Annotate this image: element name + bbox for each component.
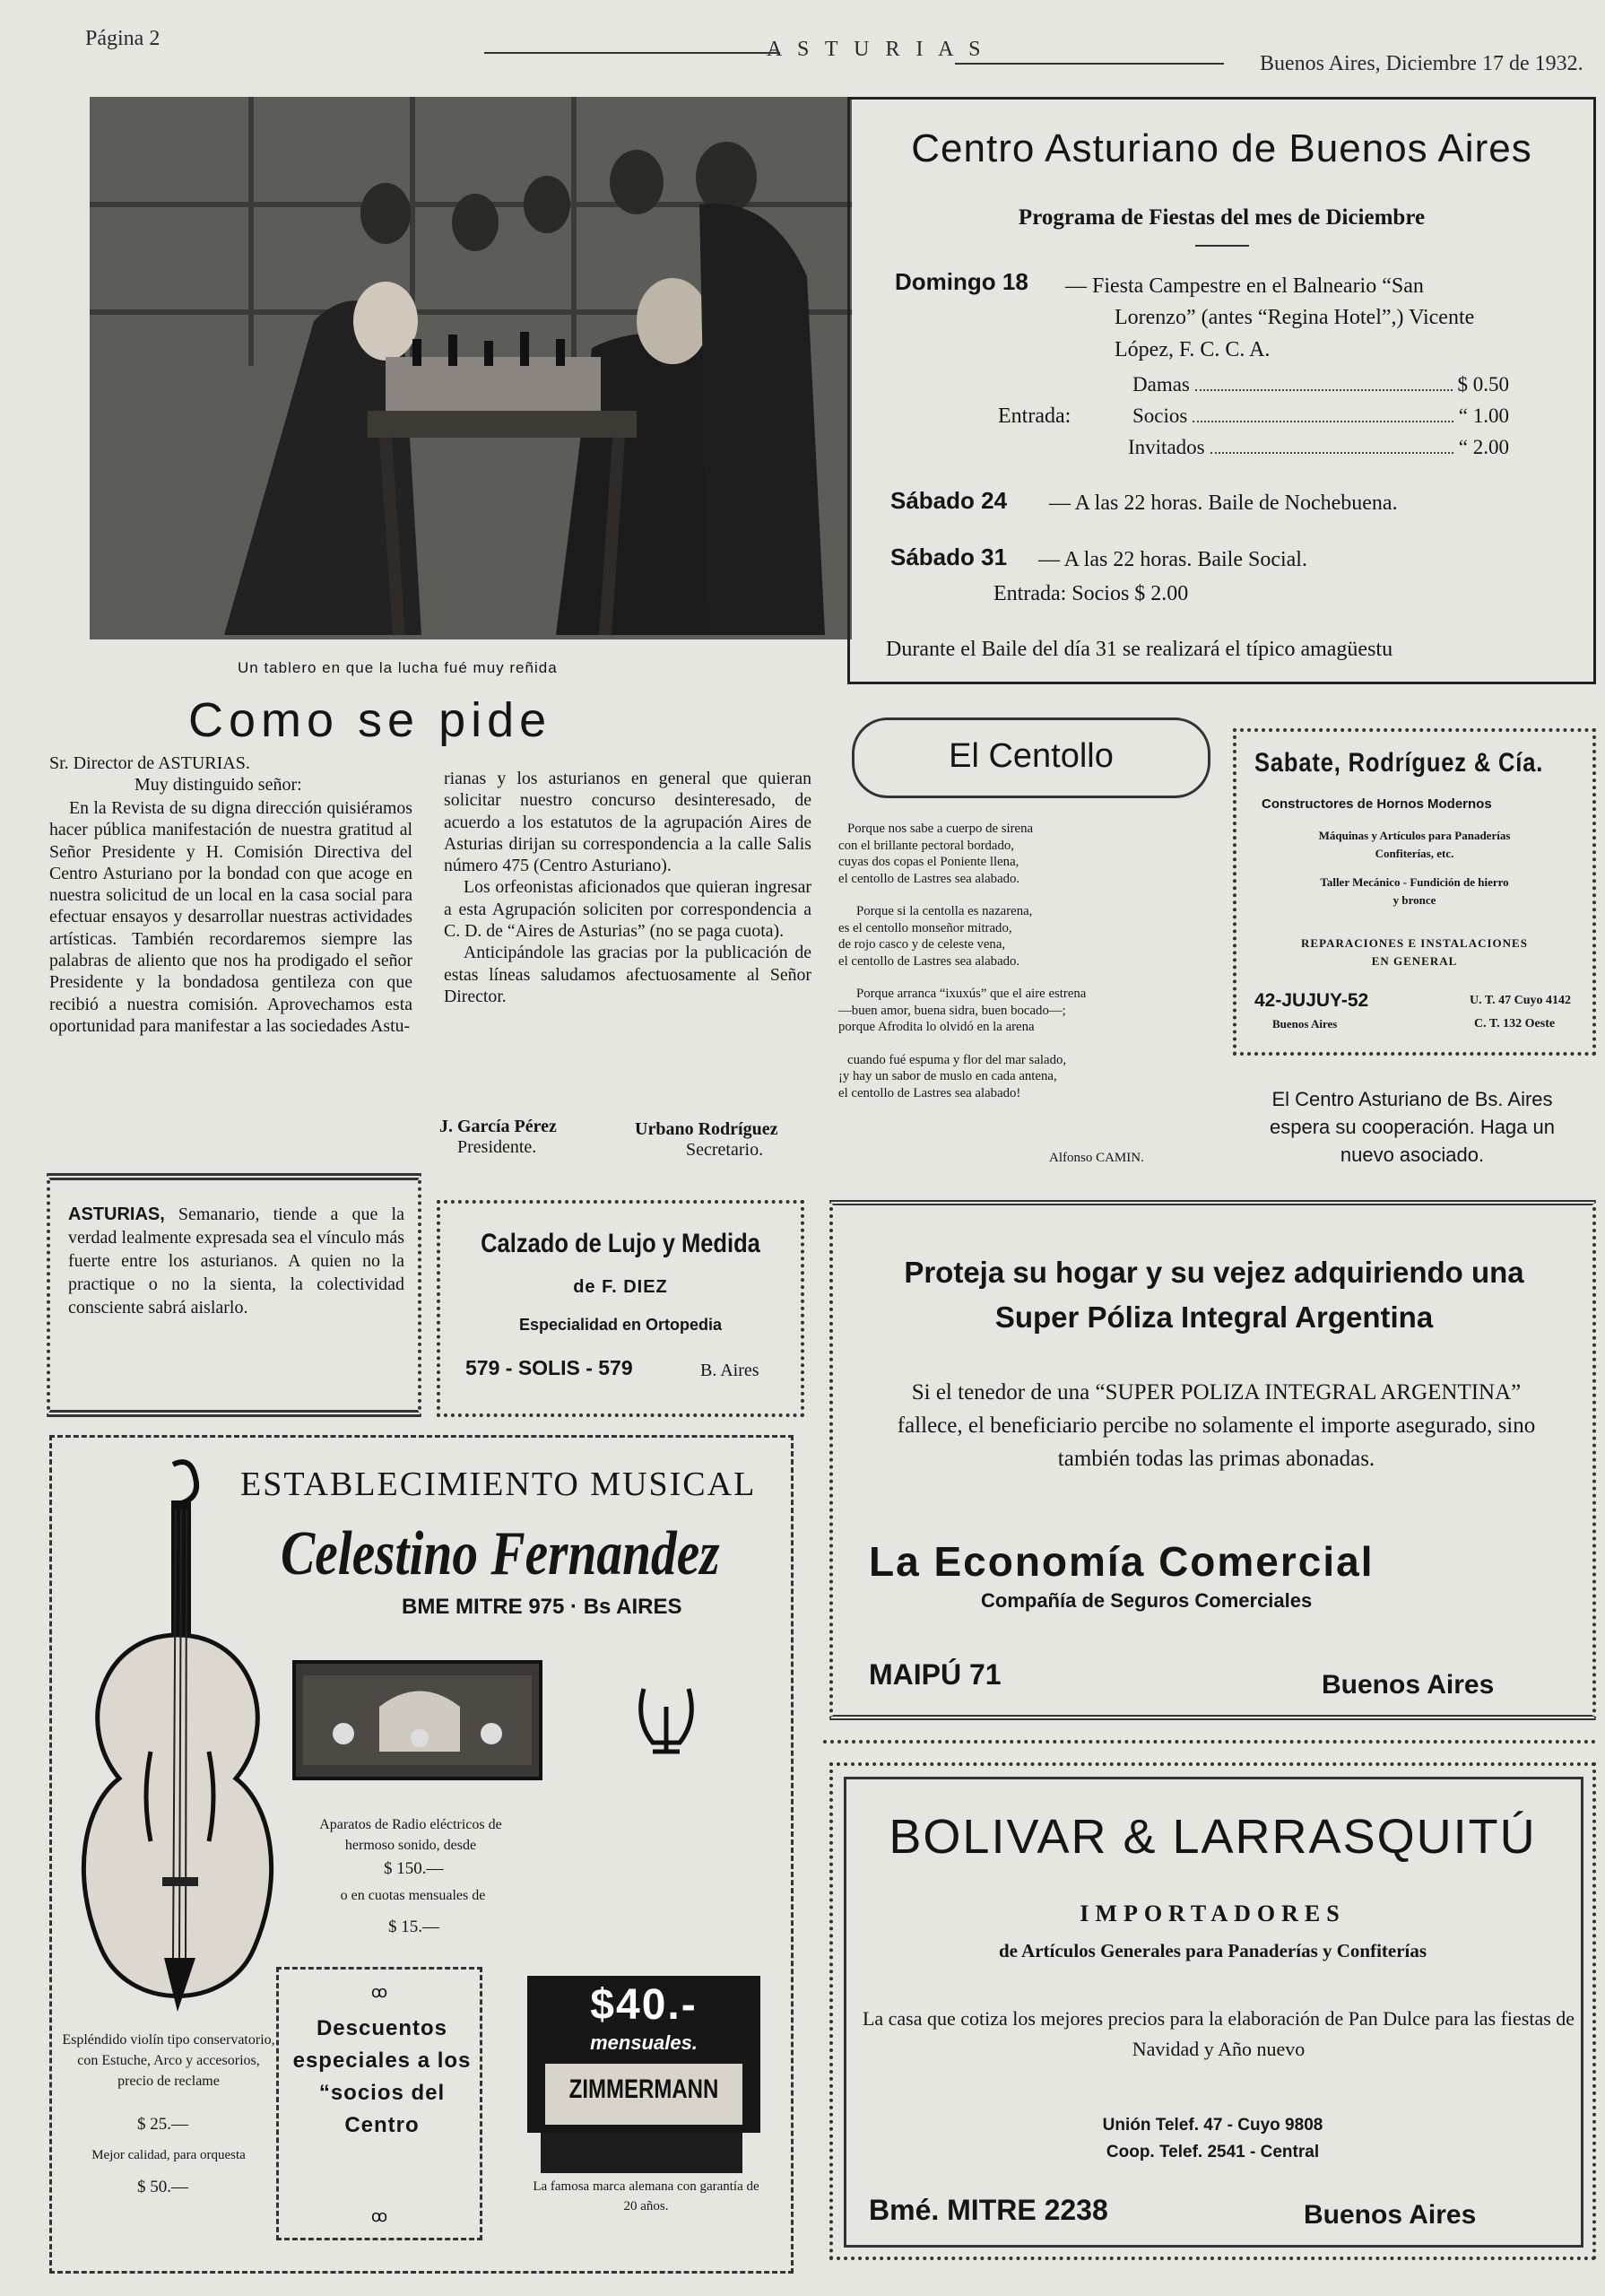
asturias-weekly-text: [68, 1203, 404, 1319]
domingo-18-label: Domingo 18: [895, 268, 1028, 295]
calzado-city: B. Aires: [700, 1361, 759, 1380]
letter-paragraph: Los orfeonistas aficionados que quieran ingresar a esta Agrupación soliciten por correspondencia a C. D. de “Aires de Asturias” (no se paga cuota).: [444, 877, 811, 942]
musical-ad: [49, 1435, 794, 2274]
insurance-city: Buenos Aires: [1322, 1670, 1495, 1700]
sabate-line: EN GENERAL: [1371, 954, 1458, 968]
poem-line: con el brillante pectoral bordado,: [838, 838, 1014, 853]
bolivar-articles: de Artículos Generales para Panaderías y Confiterías: [998, 1940, 1427, 1961]
sabate-city: Buenos Aires: [1272, 1017, 1338, 1031]
signature-president-name: J. García Pérez: [439, 1117, 557, 1136]
calzado-title: Calzado de Lujo y Medida: [481, 1229, 760, 1258]
sabate-line: Confiterías, etc.: [1375, 847, 1454, 860]
poem-line: cuando fué espuma y flor del mar salado,: [847, 1052, 1067, 1067]
poem-stanza: [838, 903, 1224, 970]
sabado-31-text: — A las 22 horas. Baile Social.: [1038, 548, 1307, 571]
fee-row: [1128, 436, 1509, 459]
issue-date: Buenos Aires, Diciembre 17 de 1932.: [1260, 52, 1583, 75]
poem-line: es el centollo monseñor mitrado,: [838, 920, 1012, 935]
poem-line: —buen amor, buena sidra, buen bocado—;: [838, 1003, 1066, 1018]
domingo-18-line2: Lorenzo” (antes “Regina Hotel”,) Vicente: [1115, 306, 1475, 329]
fee-name: Damas: [1132, 373, 1190, 396]
poem-line: Porque nos sabe a cuerpo de sirena: [847, 822, 1034, 836]
violin-price: $ 25.—: [137, 2115, 188, 2134]
signature-president-role: Presidente.: [457, 1137, 537, 1157]
sabate-line: Taller Mecánico - Fundición de hierro: [1320, 875, 1509, 889]
discount-ornament-bottom: ꝏ: [370, 2207, 388, 2225]
sabado-24-label: Sábado 24: [890, 487, 1008, 514]
chess-photo-image: [90, 97, 852, 639]
fee-price: $ 0.50: [1457, 373, 1509, 396]
piano-brand: ZIMMERMANN: [568, 2074, 719, 2104]
orchestra-quality: Mejor calidad, para orquesta: [91, 2148, 246, 2162]
musical-brand: Celestino Fernandez: [281, 1519, 720, 1588]
cooperation-line: nuevo asociado.: [1340, 1144, 1485, 1166]
musical-address: BME MITRE 975 · Bs AIRES: [402, 1595, 682, 1619]
letter-greeting: Muy distinguido señor:: [134, 775, 302, 795]
poem-line: cuyas dos copas el Poniente llena,: [838, 855, 1019, 869]
letter-paragraph: rianas y los asturianos en general que quieran solicitar nuestro concurso desinteresado, de acuerdo a los estatutos de la agrupación Aires de Asturias dirijan su correspondencia a la calle Salis número 475 (Centro Asturiano).: [444, 769, 811, 876]
installment-note: o en cuotas mensuales de: [340, 1888, 486, 1903]
sabate-phone: C. T. 132 Oeste: [1474, 1017, 1556, 1031]
poem-line: el centollo de Lastres sea alabado.: [838, 953, 1020, 969]
calzado-ad: [437, 1200, 804, 1417]
bolivar-importers: IMPORTADORES: [1080, 1900, 1346, 1926]
entrada-label: Entrada:: [998, 404, 1071, 428]
discount-box: [276, 1967, 482, 2240]
sabate-line: Máquinas y Artículos para Panaderías: [1318, 829, 1511, 842]
sabate-phone: U. T. 47 Cuyo 4142: [1470, 994, 1572, 1007]
amaguestu-note: Durante el Baile del día 31 se realizará el típico amagüestu: [886, 638, 1393, 661]
signature-secretary-name: Urbano Rodríguez: [635, 1119, 778, 1139]
fee-price: “ 2.00: [1458, 436, 1509, 458]
piano-illustration: [527, 1976, 760, 2133]
radio-description: Aparatos de Radio eléctricos de hermoso sonido, desde: [319, 1817, 502, 1853]
insurance-text: Si el tenedor de una “SUPER POLIZA INTEGRAL ARGENTINA” fallece, el beneficiario percibe no solamente el importe asegurado, sino también todas las primas abonadas.: [897, 1380, 1536, 1471]
header-rule-left: [484, 52, 780, 54]
sabado-31-entrada: Entrada: Socios $ 2.00: [993, 582, 1189, 605]
radio-price: $ 150.—: [384, 1859, 444, 1878]
poem-line: porque Afrodita lo olvidó en la arena: [838, 1020, 1035, 1034]
page-number: Página 2: [85, 27, 160, 50]
masthead-title: A S T U R I A S: [767, 38, 986, 61]
insurance-ad: [829, 1200, 1596, 1720]
fee-row: [1132, 373, 1509, 396]
insurance-company: La Economía Comercial: [869, 1538, 1375, 1585]
bolivar-phone: Unión Telef. 47 - Cuyo 9808: [1102, 2116, 1323, 2135]
centollo-poem: [838, 821, 1224, 1101]
bolivar-address: Bmé. MITRE 2238: [869, 2194, 1108, 2226]
lyre-ornament-icon: [626, 1680, 707, 1761]
asturias-weekly-ad: [47, 1173, 421, 1417]
centollo-title: El Centollo: [949, 737, 1114, 775]
bolivar-title: BOLIVAR & LARRASQUITÚ: [889, 1810, 1537, 1864]
cooperation-line: El Centro Asturiano de Bs. Aires: [1271, 1088, 1553, 1110]
letter-addressee: Sr. Director de ASTURIAS.: [49, 753, 250, 773]
sabate-line: y bronce: [1392, 893, 1436, 907]
sabado-31-label: Sábado 31: [890, 544, 1008, 570]
piano-installment: mensuales.: [590, 2031, 698, 2054]
asturias-weekly-body: Semanario, tiende a que la verdad lealmente expresada sea el vínculo más fuerte entre los asturianos. A quien no la practique o no la sienta, la colectividad consciente sabrá aislarlo.: [68, 1205, 404, 1318]
sabate-line: Constructores de Hornos Modernos: [1262, 796, 1492, 812]
header-rule-right: [955, 63, 1224, 65]
poem-stanza: [838, 821, 1224, 887]
poem-line: el centollo de Lastres sea alabado.: [838, 871, 1020, 886]
chess-photo: [90, 97, 852, 639]
divider: [823, 1740, 1596, 1747]
poem-author: Alfonso CAMIN.: [1049, 1151, 1144, 1165]
fee-row: [1132, 404, 1509, 428]
bolivar-phone: Coop. Telef. 2541 - Central: [1106, 2143, 1320, 2161]
insurance-headline: Proteja su hogar y su vejez adquiriendo una Super Póliza Integral Argentina: [904, 1256, 1524, 1334]
musical-title: ESTABLECIMIENTO MUSICAL: [240, 1465, 757, 1503]
calzado-specialty: Especialidad en Ortopedia: [518, 1316, 723, 1334]
poem-line: Porque arranca “ixuxús” que el aire estrena: [856, 987, 1087, 1001]
poem-line: ¡y hay un sabor de muslo en cada antena,: [838, 1069, 1057, 1083]
letter-column-2: [444, 768, 811, 1007]
domingo-18-line1: — Fiesta Campestre en el Balneario “San: [1065, 274, 1424, 298]
letter-paragraph: Anticipándole las gracias por la publicación de estas líneas saludamos afectuosamente al Señor Director.: [444, 943, 811, 1006]
cooperation-line: espera su cooperación. Haga un: [1270, 1116, 1555, 1138]
signature-secretary-role: Secretario.: [686, 1140, 764, 1160]
calzado-address: 579 - SOLIS - 579: [465, 1356, 633, 1379]
fee-price: “ 1.00: [1458, 404, 1509, 427]
sabate-line: REPARACIONES E INSTALACIONES: [1301, 936, 1528, 950]
domingo-18-line3: López, F. C. C. A.: [1115, 338, 1271, 361]
sabate-ad: [1233, 728, 1596, 1056]
discount-ornament-top: ꝏ: [370, 1983, 388, 2001]
letter-column-1: En la Revista de su digna dirección quisiéramos hacer pública manifestación de nuestra gratitud al Señor Presidente y H. Comisión Directiva del Centro Asturiano por la bondad con que acoge en nuestra solicitud de un local en la casa social para efectuar ensayos y desarrollar nuestras actividades artísticas. También recordaremos siempre las palabras de aliento que nos ha prodigado el señor Presidente y la bondadosa gentileza con que recibió a nuestra comisión. Aprovechamos esta oportunidad para manifestar a las sociedades Astu-: [49, 798, 412, 1036]
calzado-maker: de F. DIEZ: [573, 1277, 668, 1297]
sabado-24-text: — A las 22 horas. Baile de Nochebuena.: [1049, 491, 1398, 515]
poem-stanza: [838, 986, 1224, 1036]
centro-title: Centro Asturiano de Buenos Aires: [911, 126, 1532, 170]
article-title: Como se pide: [188, 693, 552, 747]
sabate-address: 42-JUJUY-52: [1254, 990, 1369, 1011]
bolivar-text: La casa que cotiza los mejores precios para la elaboración de Pan Dulce para las fiestas de Navidad y Año nuevo: [862, 2007, 1575, 2060]
subtitle-ornament: [1195, 245, 1249, 247]
poem-stanza: [838, 1052, 1224, 1102]
sabate-name: Sabate, Rodríguez & Cía.: [1254, 748, 1544, 778]
piano-description: La famosa marca alemana con garantía de 20 años.: [523, 2173, 769, 2220]
bolivar-ad: [829, 1762, 1596, 2260]
asturias-weekly-lead: ASTURIAS,: [68, 1205, 165, 1224]
insurance-address: MAIPÚ 71: [869, 1658, 1002, 1691]
fee-name: Invitados: [1128, 436, 1205, 458]
fee-name: Socios: [1132, 404, 1188, 427]
violin-description: Espléndido violín tipo conservatorio, con Estuche, Arco y accesorios, precio de reclame: [62, 2032, 275, 2089]
centro-program-box: [847, 97, 1596, 684]
poem-line: el centollo de Lastres sea alabado!: [838, 1085, 1021, 1100]
cooperation-notice: [1219, 1085, 1605, 1169]
piano-price: $40.-: [590, 1981, 698, 2029]
poem-line: Porque si la centolla es nazarena,: [856, 904, 1033, 918]
bolivar-city: Buenos Aires: [1304, 2200, 1477, 2230]
violin-illustration: [65, 1456, 290, 2030]
member-discount: Descuentos especiales a los “socios del Centro: [292, 2016, 472, 2137]
orchestra-price: $ 50.—: [137, 2178, 188, 2196]
centro-subtitle: Programa de Fiestas del mes de Diciembre: [1018, 205, 1426, 230]
installment-price: $ 15.—: [388, 1918, 439, 1936]
insurance-company-subtitle: Compañía de Seguros Comerciales: [981, 1589, 1313, 1612]
photo-caption: Un tablero en que la lucha fué muy reñida: [238, 659, 558, 676]
radio-illustration: [290, 1653, 550, 1787]
poem-line: de rojo casco y de celeste vena,: [838, 937, 1006, 952]
